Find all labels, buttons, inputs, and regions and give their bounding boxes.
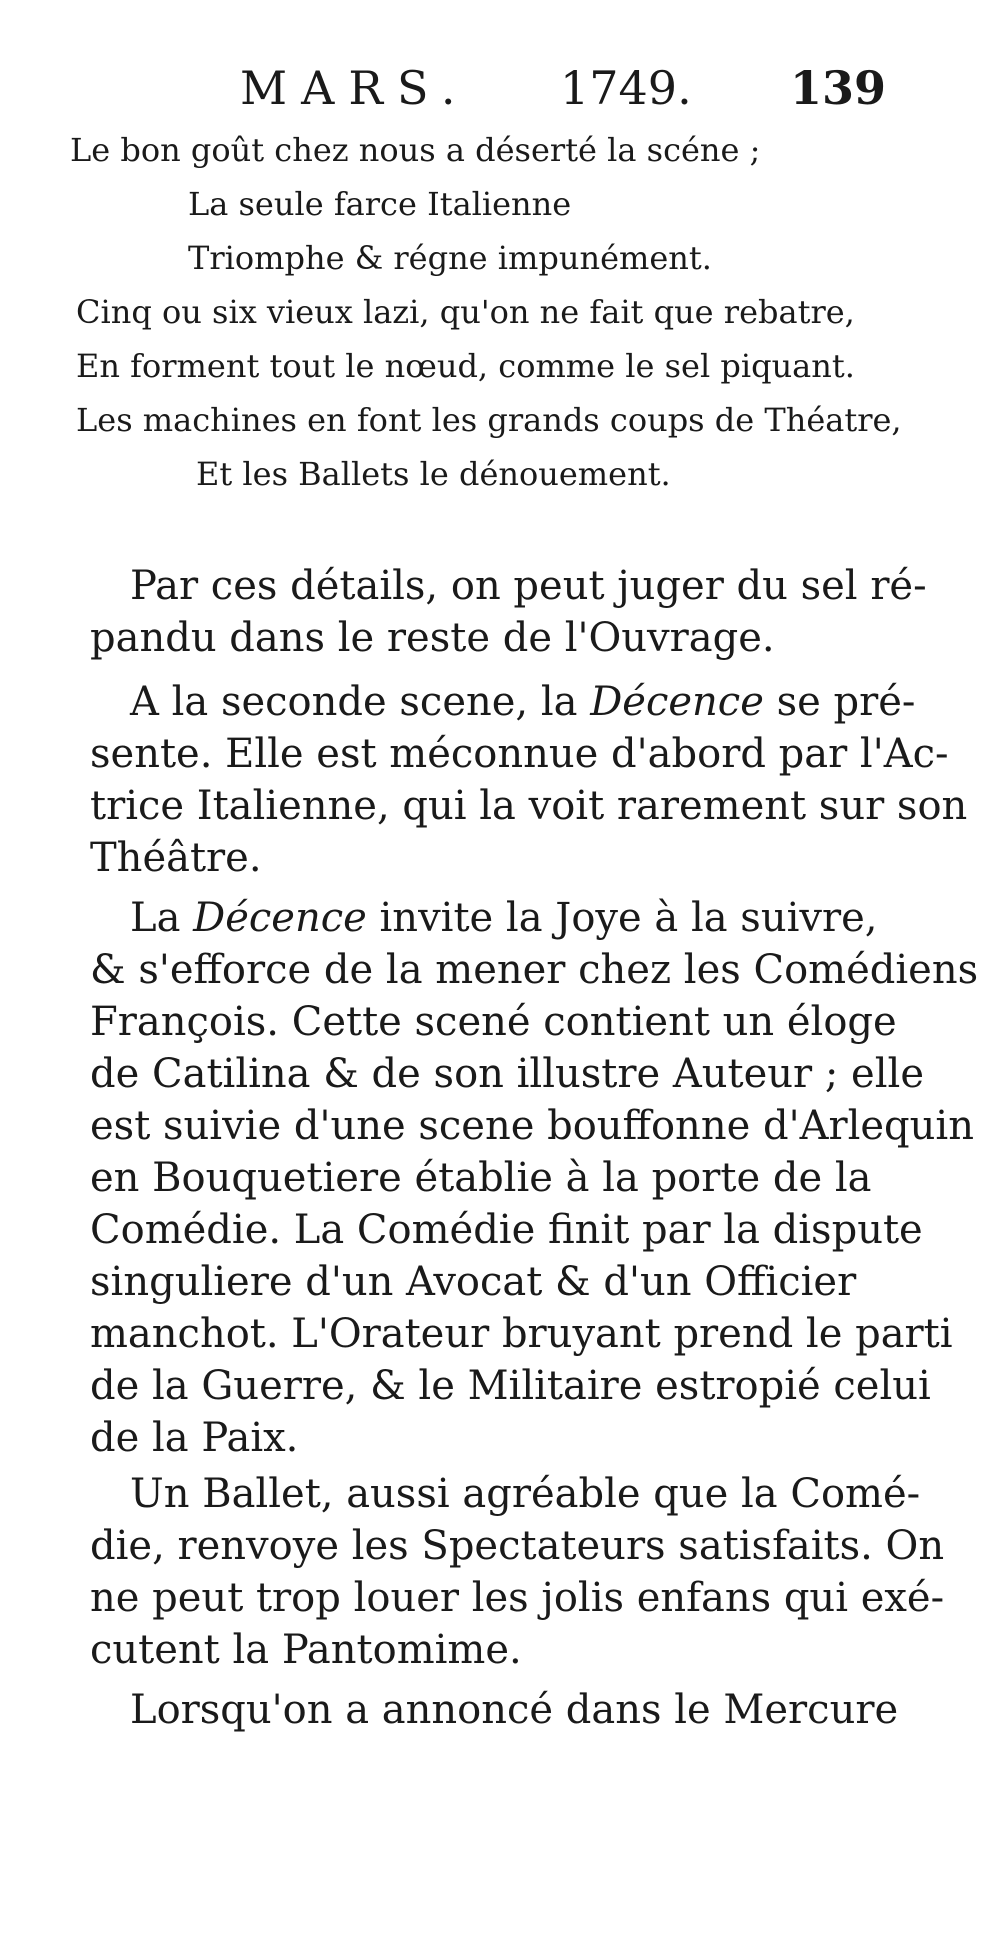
prose-text: se pré- [776, 679, 916, 725]
prose-line: Un Ballet, aussi agréable que la Comé- [130, 1471, 921, 1517]
prose-line: manchot. L'Orateur bruyant prend le parti [90, 1311, 953, 1357]
running-header [0, 58, 1000, 118]
prose-line: Lorsqu'on a annoncé dans le Mercure [130, 1687, 899, 1733]
prose-line: Comédie. La Comédie finit par la dispute [90, 1207, 923, 1253]
prose-line: de Catilina & de son illustre Auteur ; elle [90, 1051, 924, 1097]
verse-line: Les machines en font les grands coups de Théatre, [76, 401, 902, 439]
prose-line: trice Italienne, qui la voit rarement sur son [90, 783, 968, 829]
prose-text: La [130, 895, 181, 941]
prose-line: Théâtre. [90, 835, 262, 881]
prose-line: ne peut trop louer les jolis enfans qui exé- [90, 1575, 945, 1621]
prose-line: sente. Elle est méconnue d'abord par l'Ac- [90, 731, 949, 777]
header-month: MARS. [240, 61, 470, 115]
verse-line: Cinq ou six vieux lazi, qu'on ne fait que rebatre, [76, 293, 855, 331]
verse-line: Et les Ballets le dénouement. [196, 455, 671, 493]
prose-line: en Bouquetiere établie à la porte de la [90, 1155, 872, 1201]
prose-line: pandu dans le reste de l'Ouvrage. [90, 615, 775, 661]
prose-line: de la Guerre, & le Militaire estropié celui [90, 1363, 931, 1409]
verse-line: En forment tout le nœud, comme le sel piquant. [76, 347, 855, 385]
page-number: 139 [790, 61, 887, 115]
prose-line: est suivie d'une scene bouffonne d'Arlequin [90, 1103, 974, 1149]
prose-line: cutent la Pantomime. [90, 1627, 522, 1673]
prose-line [130, 892, 877, 944]
prose-line: Par ces détails, on peut juger du sel ré- [130, 563, 927, 609]
prose-line: François. Cette scené contient un éloge [90, 999, 897, 1045]
verse-line: La seule farce Italienne [188, 185, 572, 223]
prose-line: die, renvoye les Spectateurs satisfaits. On [90, 1523, 945, 1569]
prose-line: & s'efforce de la mener chez les Comédiens [90, 947, 979, 993]
italic-term-decence: Décence [193, 895, 367, 941]
prose-text: A la seconde scene, la [130, 679, 578, 725]
verse-line: Le bon goût chez nous a déserté la scéne ; [70, 131, 761, 169]
verse-line: Triomphe & régne impunément. [188, 239, 712, 277]
prose-line: de la Paix. [90, 1415, 299, 1461]
prose-line [130, 676, 915, 728]
italic-term-decence: Décence [590, 679, 764, 725]
header-year: 1749. [560, 61, 692, 115]
prose-text: invite la Joye à la suivre, [379, 895, 878, 941]
prose-line: singuliere d'un Avocat & d'un Officier [90, 1259, 857, 1305]
